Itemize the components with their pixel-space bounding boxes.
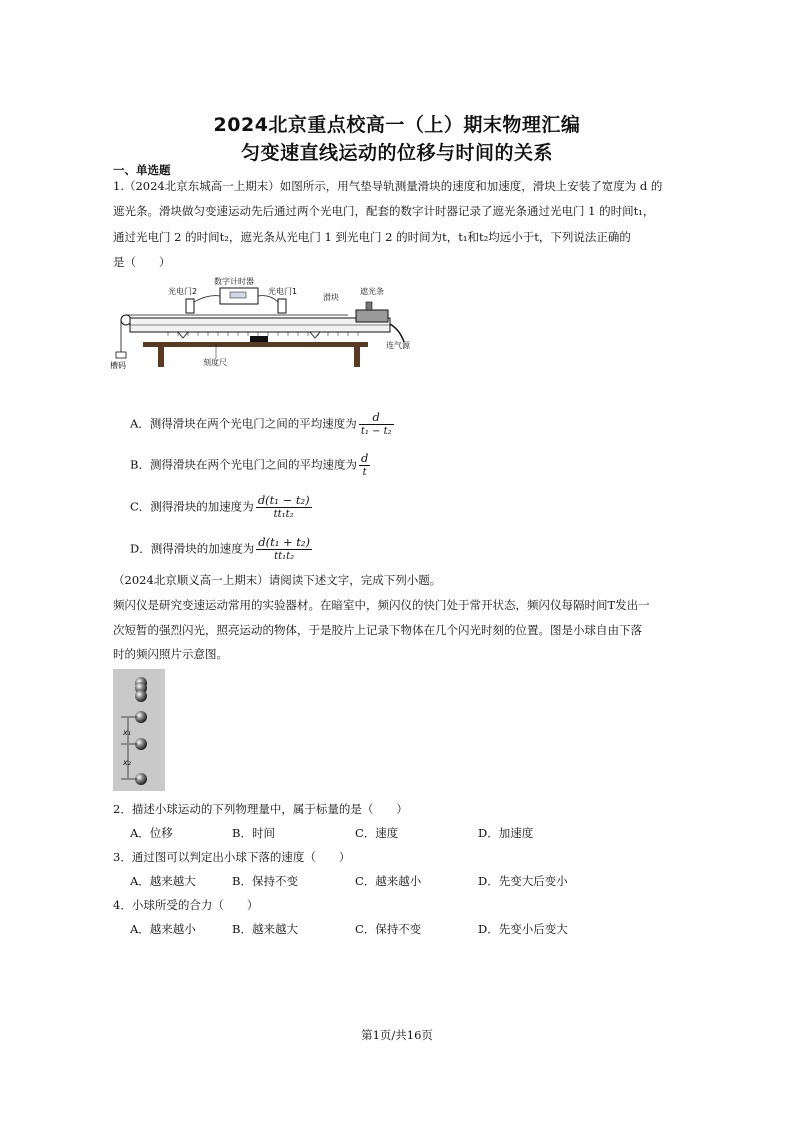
- table-leg-right: [354, 347, 360, 367]
- q1-option-b-den: t: [362, 467, 367, 478]
- q2-option-b: B．时间: [232, 826, 275, 840]
- label-ruler: 刻度尺: [203, 358, 227, 367]
- q1-option-b-frac: [359, 451, 370, 480]
- strobe-photo-figure: [113, 669, 165, 791]
- q4-option-b: B．越来越大: [232, 922, 298, 936]
- label-gate1: 光电门1: [268, 287, 298, 296]
- leveling-block: [250, 336, 268, 342]
- q1-line4: 是（ ）: [113, 255, 171, 269]
- q1-option-b-num: d: [360, 451, 369, 465]
- label-weight: 槽码: [110, 361, 126, 370]
- q1-line2: 遮光条。滑块做匀变速运动先后通过两个光电门，配套的数字计时器记录了遮光条通过光电门 1 的时间t₁，: [113, 204, 655, 218]
- air-track-figure: [108, 272, 418, 372]
- q4-stem: 4．小球所受的合力（ ）: [113, 898, 259, 912]
- q1-option-c-den: tt₁t₂: [273, 509, 294, 520]
- q2-stem: 2．描述小球运动的下列物理量中，属于标量的是（ ）: [113, 802, 408, 816]
- q3-option-d: D．先变大后变小: [478, 874, 568, 888]
- table-leg-left: [158, 347, 164, 367]
- q1-option-a: [130, 410, 394, 439]
- q4-option-d: D．先变小后变大: [478, 922, 568, 936]
- shade-strip: [366, 302, 372, 310]
- q1-option-d-num: d(t₁ + t₂): [258, 535, 310, 549]
- page-subtitle: 匀变速直线运动的位移与时间的关系: [240, 142, 553, 164]
- q1-option-c-frac: [256, 493, 312, 522]
- table-top: [143, 342, 368, 347]
- q1-option-b-text: B．测得滑块在两个光电门之间的平均速度为: [130, 457, 357, 472]
- timer-display: [230, 292, 246, 298]
- q1-line3: 通过光电门 2 的时间t₂，遮光条从光电门 1 到光电门 2 的时间为t，t₁和t₂均远小于t，下列说法正确的: [113, 230, 631, 244]
- label-x1: x₁: [123, 728, 131, 737]
- label-gate2: 光电门2: [168, 287, 198, 296]
- label-slider: 滑块: [323, 293, 339, 302]
- passage-line2: 频闪仪是研究变速运动常用的实验器材。在暗室中，频闪仪的快门处于常开状态，频闪仪每隔时间T发出一: [113, 598, 650, 612]
- q1-option-a-den: t₁ − t₂: [360, 426, 392, 437]
- q3-option-c: C．越来越小: [355, 874, 422, 888]
- page-footer: 第1页/共16页: [361, 1028, 433, 1042]
- q1-option-d: [130, 535, 312, 564]
- q1-option-d-frac: [256, 535, 312, 564]
- q1-option-c-num: d(t₁ − t₂): [257, 493, 310, 507]
- passage-line4: 时的频闪照片示意图。: [113, 647, 228, 661]
- q2-option-c: C．速度: [355, 826, 399, 840]
- q1-line1: 1.（2024北京东城高一上期末）如图所示，用气垫导轨测量滑块的速度和加速度，滑块上安装了宽度为 d 的: [113, 179, 663, 193]
- photogate-1: [278, 299, 286, 313]
- label-timer: 数字计时器: [214, 277, 254, 286]
- q3-option-b: B．保持不变: [232, 874, 298, 888]
- ruler-ticks: [168, 332, 358, 336]
- q2-option-a: A．位移: [130, 826, 173, 840]
- label-x2: x₂: [123, 758, 131, 767]
- passage-line3: 次短暂的强烈闪光，照亮运动的物体，于是胶片上记录下物体在几个闪光时刻的位置。图是小球自由下落: [113, 623, 642, 637]
- slider-block: [356, 310, 388, 322]
- q4-option-c: C．保持不变: [355, 922, 422, 936]
- weight-block: [116, 352, 126, 358]
- label-air: 连气源: [386, 341, 410, 350]
- label-shade: 遮光条: [360, 287, 384, 296]
- q4-option-a: A．越来越小: [130, 922, 196, 936]
- air-hose: [390, 324, 404, 342]
- track-foot-left: [178, 332, 188, 338]
- passage-line1: （2024北京顺义高一上期末）请阅读下述文字，完成下列小题。: [113, 573, 442, 587]
- ball-3: [135, 690, 147, 702]
- q1-option-c: [130, 493, 312, 522]
- q1-option-a-text: A．测得滑块在两个光电门之间的平均速度为: [130, 416, 357, 431]
- q3-option-a: A．越来越大: [130, 874, 196, 888]
- q1-option-a-num: d: [359, 410, 394, 425]
- track-foot-right: [310, 332, 320, 338]
- page-title: 2024北京重点校高一（上）期末物理汇编: [213, 114, 581, 136]
- q2-option-d: D．加速度: [478, 826, 534, 840]
- q1-option-c-text: C．测得滑块的加速度为: [130, 499, 254, 514]
- q1-option-b: [130, 451, 370, 480]
- section-heading: 一、单选题: [113, 163, 171, 177]
- photogate-2: [186, 299, 194, 313]
- q1-option-d-den: tt₁t₂: [274, 551, 295, 562]
- q3-stem: 3．通过图可以判定出小球下落的速度（ ）: [113, 850, 351, 864]
- q1-option-a-frac: [359, 410, 394, 439]
- q1-option-d-text: D．测得滑块的加速度为: [130, 541, 255, 556]
